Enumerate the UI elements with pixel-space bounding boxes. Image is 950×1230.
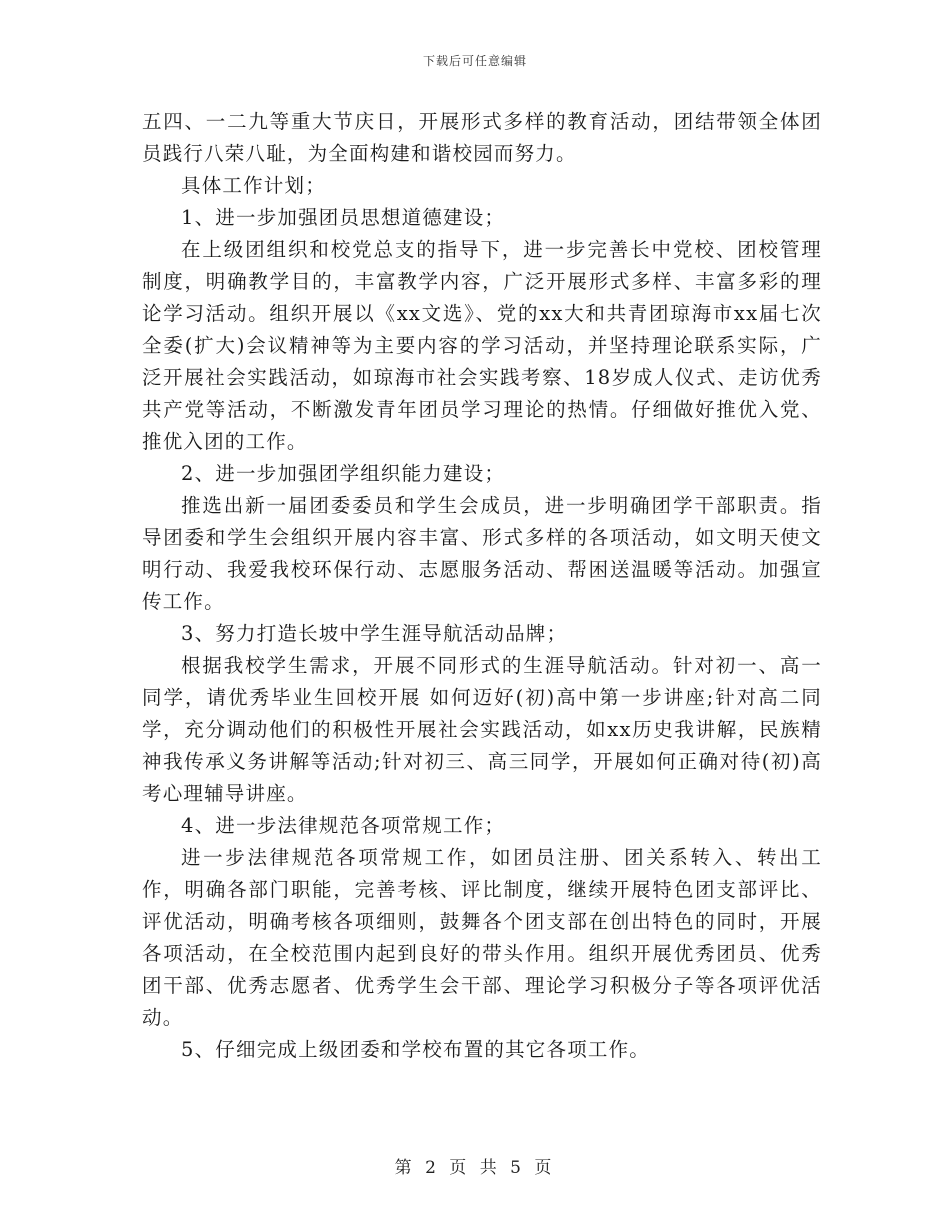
paragraph-5: 2、进一步加强团学组织能力建设； — [181, 462, 506, 485]
paragraph-3: 1、进一步加强团员思想道德建设； — [181, 206, 506, 229]
page-number: 第 2 页 共 5 页 — [394, 1158, 556, 1178]
paragraph-1: 五四、一二九等重大节庆日，开展形式多样的教育活动，团结带领全体团员践行八荣八耻，为全面构建和谐校园而努力。 — [142, 110, 822, 165]
paragraph-10: 进一步法律规范各项常规工作，如团员注册、团关系转入、转出工作，明确各部门职能，完善考核、评比制度，继续开展特色团支部评比、评优活动，明确考核各项细则，鼓舞各个团支部在创出特色的同时，开展各项活动，在全校范围内起到良好的带头作用。组织开展优秀团员、优秀团干部、优秀志愿者、优秀学生会干部、理论学习积极分子等各项评优活动。 — [142, 846, 822, 1029]
paragraph-9: 4、进一步法律规范各项常规工作； — [181, 814, 506, 837]
page-header: 下载后可任意编辑 — [422, 54, 527, 68]
paragraph-7: 3、努力打造长坡中学生涯导航活动品牌； — [181, 622, 568, 645]
paragraph-11: 5、仔细完成上级团委和学校布置的其它各项工作。 — [181, 1038, 651, 1061]
paragraph-6: 推选出新一届团委委员和学生会成员，进一步明确团学干部职责。指导团委和学生会组织开展内容丰富、形式多样的各项活动，如文明天使文明行动、我爱我校环保行动、志愿服务活动、帮困送温暖等活动。加强宣传工作。 — [142, 494, 822, 613]
document-body — [142, 106, 822, 1066]
paragraph-8: 根据我校学生需求，开展不同形式的生涯导航活动。针对初一、高一同学，请优秀毕业生回校开展 如何迈好(初)高中第一步讲座;针对高二同学，充分调动他们的积极性开展社会实践活动，如xx历史我讲解，民族精神我传承义务讲解等活动;针对初三、高三同学，开展如何正确对待(初)高考心理辅导讲座。 — [142, 654, 822, 805]
paragraph-2: 具体工作计划； — [181, 174, 326, 197]
paragraph-4: 在上级团组织和校党总支的指导下，进一步完善长中党校、团校管理制度，明确教学目的，丰富教学内容，广泛开展形式多样、丰富多彩的理论学习活动。组织开展以《xx文选》、党的xx大和共青团琼海市xx届七次全委(扩大)会议精神等为主要内容的学习活动，并坚持理论联系实际，广泛开展社会实践活动，如琼海市社会实践考察、18岁成人仪式、走访优秀共产党等活动，不断激发青年团员学习理论的热情。仔细做好推优入党、推优入团的工作。 — [142, 238, 822, 453]
